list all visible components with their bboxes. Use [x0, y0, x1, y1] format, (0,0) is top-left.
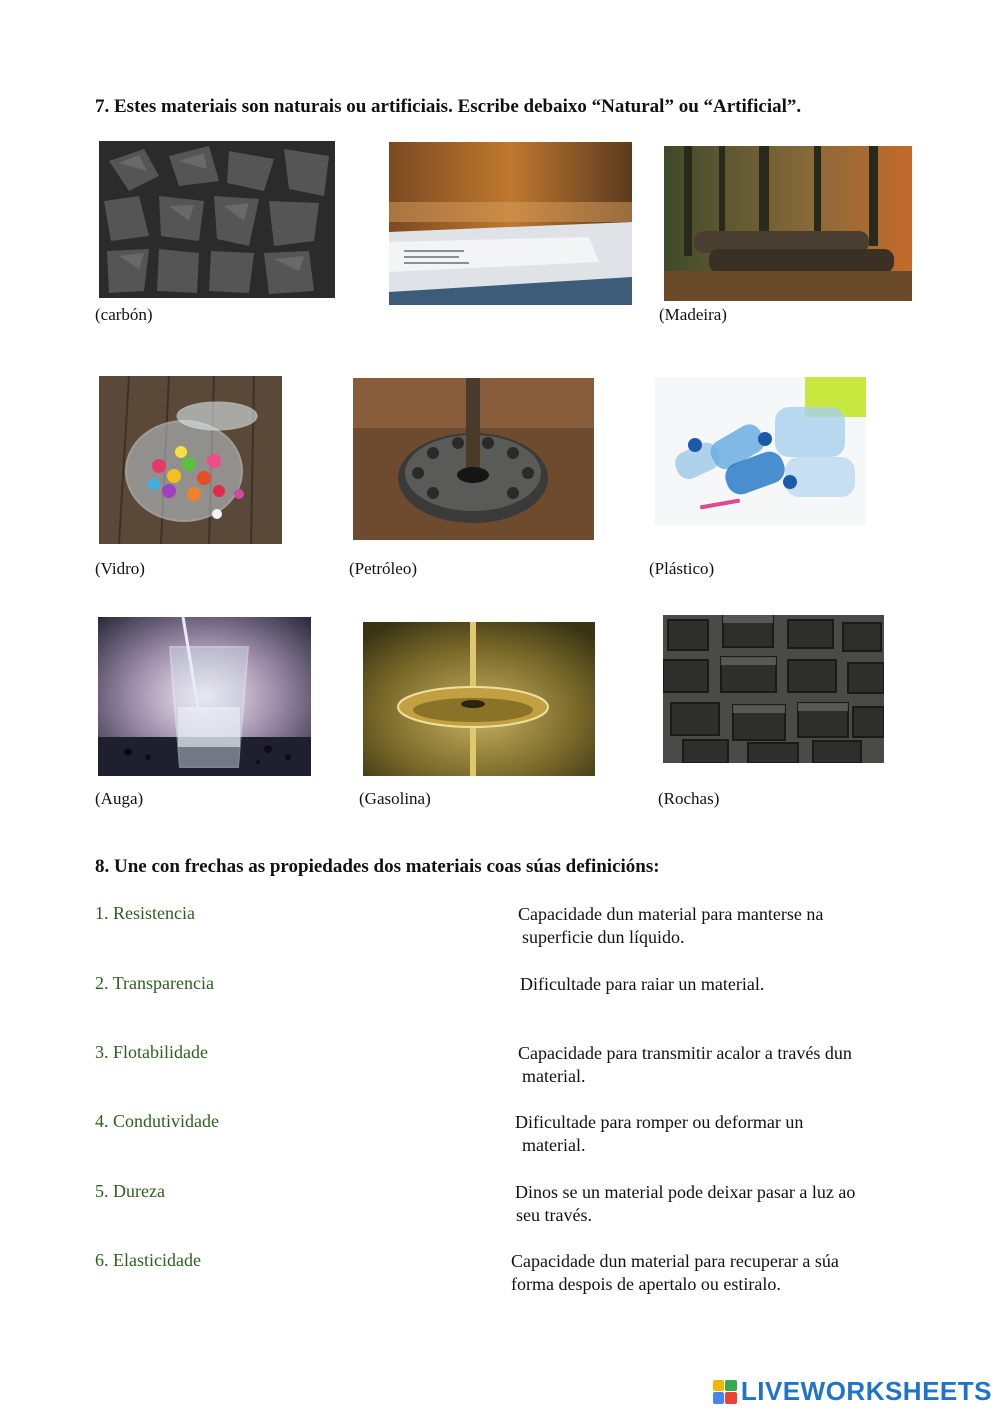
definition-2-line-1: Dificultade para raiar un material. — [520, 974, 765, 994]
definition-1-line-2: superficie dun líquido. — [522, 927, 685, 947]
newspaper-photo — [389, 142, 632, 305]
question-8-heading: 8. Une con frechas as propiedades dos materiais coas súas definicións: — [95, 856, 660, 877]
glass-jar-candy-photo — [99, 376, 282, 544]
caption-plastico: (Plástico) — [649, 559, 715, 578]
definition-4[interactable] — [515, 1111, 803, 1157]
plastic-bottles-photo — [655, 377, 866, 525]
term-condutividade[interactable]: 4. Condutividade — [95, 1111, 219, 1131]
oil-well-photo — [353, 378, 594, 540]
caption-carbon: (carbón) — [95, 305, 153, 324]
rock-blocks-photo — [663, 615, 884, 763]
caption-auga: (Auga) — [95, 789, 144, 808]
definition-2[interactable] — [520, 973, 764, 996]
question-7-heading: 7. Estes materiais son naturais ou artificiais. Escribe debaixo “Natural” ou “Artificial”. — [95, 96, 802, 117]
liveworksheets-logo — [713, 1376, 992, 1407]
term-dureza[interactable]: 5. Dureza — [95, 1181, 165, 1201]
definition-5-line-2: seu través. — [516, 1205, 592, 1225]
definition-5[interactable] — [515, 1181, 855, 1227]
definition-3-line-2: material. — [522, 1066, 586, 1086]
term-flotabilidade[interactable]: 3. Flotabilidade — [95, 1042, 208, 1062]
caption-vidro: (Vidro) — [95, 559, 145, 578]
water-glass-photo — [98, 617, 311, 776]
caption-rochas: (Rochas) — [658, 789, 720, 808]
caption-petroleo: (Petróleo) — [349, 559, 417, 578]
definition-3-line-1: Capacidade para transmitir acalor a través dun — [518, 1043, 852, 1063]
definition-6[interactable] — [511, 1250, 839, 1296]
wood-logs-photo — [664, 146, 912, 301]
term-transparencia[interactable]: 2. Transparencia — [95, 973, 214, 993]
term-elasticidade[interactable]: 6. Elasticidade — [95, 1250, 201, 1270]
definition-4-line-2: material. — [522, 1135, 586, 1155]
definition-3[interactable] — [518, 1042, 852, 1088]
liveworksheets-logo-text: LIVEWORKSHEETS — [740, 1376, 992, 1406]
coal-photo — [99, 141, 335, 298]
definition-1-line-1: Capacidade dun material para manterse na — [518, 904, 824, 924]
definition-5-line-1: Dinos se un material pode deixar pasar a luz ao — [515, 1182, 856, 1202]
liveworksheets-logo-icon — [713, 1380, 737, 1404]
caption-gasolina: (Gasolina) — [359, 789, 431, 808]
definition-6-line-1: Capacidade dun material para recuperar a súa — [511, 1251, 839, 1271]
fuel-drop-photo — [363, 622, 595, 776]
term-resistencia[interactable]: 1. Resistencia — [95, 903, 195, 923]
caption-madeira: (Madeira) — [659, 305, 727, 324]
definition-6-line-2: forma despois de apertalo ou estiralo. — [511, 1274, 781, 1294]
definition-4-line-1: Dificultade para romper ou deformar un — [515, 1112, 804, 1132]
definition-1[interactable] — [518, 903, 823, 949]
